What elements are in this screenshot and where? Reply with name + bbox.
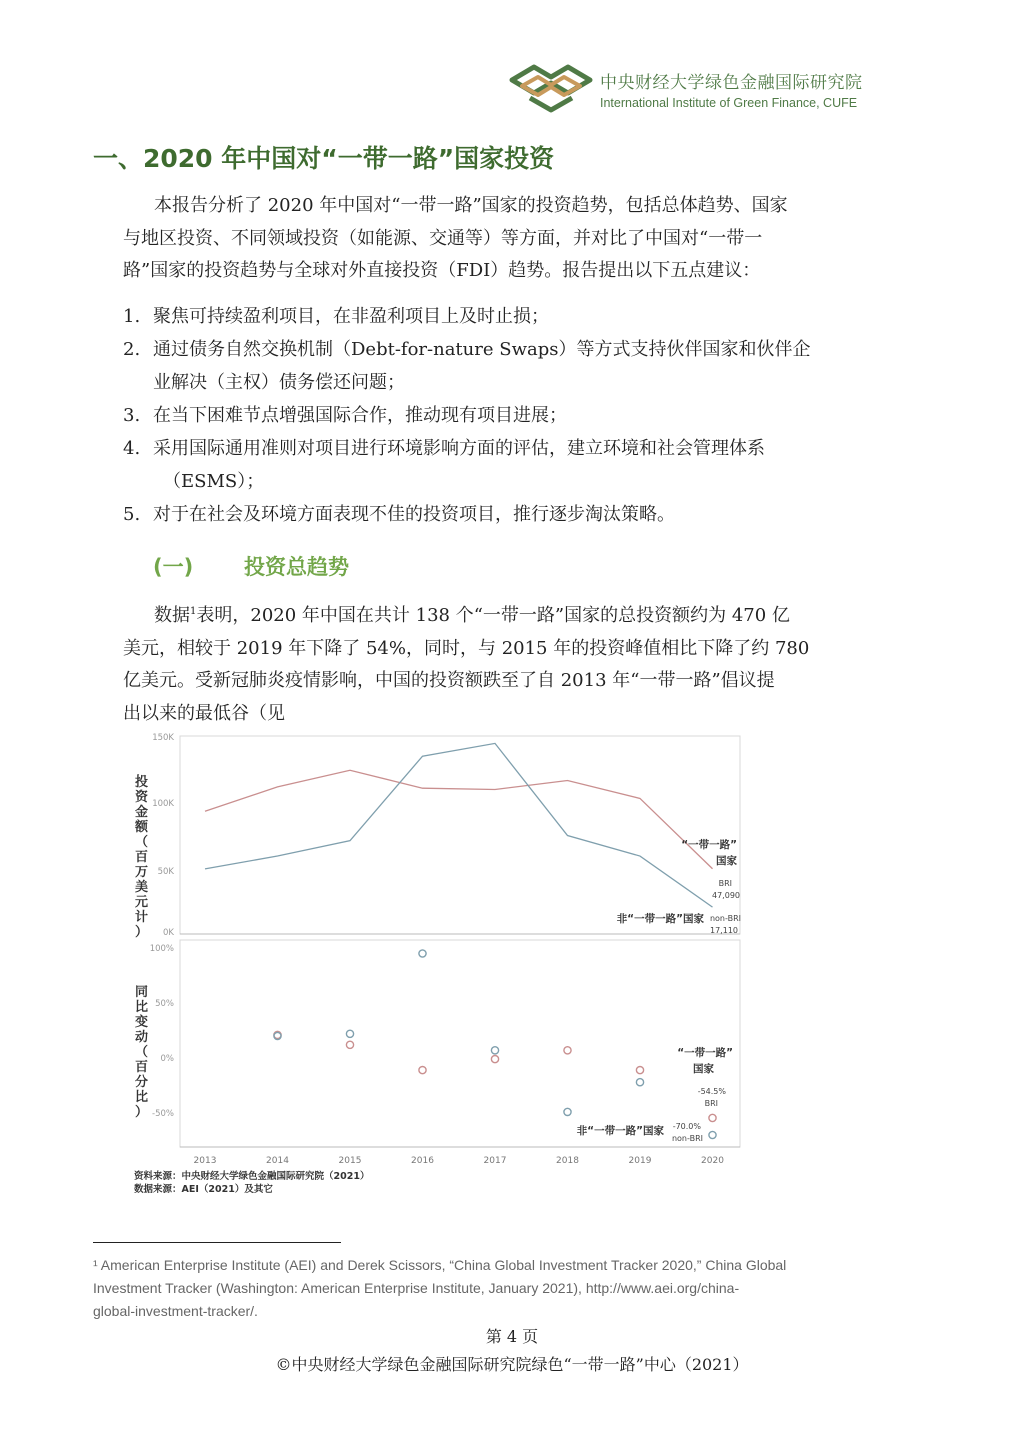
- section-title: 一、2020 年中国对“一带一路”国家投资: [93, 144, 555, 173]
- bri-yoy-label: “一带一路”: [677, 1047, 733, 1059]
- header-org: [600, 68, 863, 110]
- footnote-line: Investment Tracker (Washington: American Enterprise Institute, January 2021), http://www.aei.org/china-: [93, 1280, 740, 1296]
- xtick: 2015: [338, 1156, 362, 1166]
- bri-end-label: “一带一路”: [681, 839, 737, 851]
- page-number: 第 4 页: [485, 1327, 539, 1346]
- recommendation-list: [123, 300, 913, 531]
- nonbri-yoy-value: -70.0%: [672, 1122, 701, 1131]
- xtick: 2014: [266, 1156, 289, 1166]
- nonbri-end-label: 非“一带一路”国家: [616, 913, 704, 925]
- xtick: 2013: [193, 1156, 217, 1166]
- bottom-ytick: -50%: [152, 1109, 174, 1119]
- subsection-number: (一): [153, 555, 194, 579]
- footnote: [93, 1254, 883, 1323]
- investment-trend-chart: [124, 728, 746, 1200]
- bri-tag: BRI: [718, 879, 732, 888]
- top-ytick: 150K: [152, 733, 174, 743]
- trend-paragraph: [123, 596, 903, 730]
- recommendation-text: 业解决（主权）债务偿还问题；: [153, 372, 405, 393]
- intro-line: 本报告分析了 2020 年中国对“一带一路”国家的投资趋势，包括总体趋势、国家: [154, 195, 788, 216]
- institute-logo: [508, 58, 594, 114]
- chart-source-line: 资料来源：中央财经大学绿色金融国际研究院（2021）: [134, 1171, 370, 1182]
- recommendation-text: 通过债务自然交换机制（Debt-for-nature Swaps）等方式支持伙伴国家和伙伴企: [153, 339, 811, 360]
- bri-end-label: 国家: [716, 855, 737, 867]
- bri-yoy-tag: BRI: [704, 1099, 718, 1108]
- bri-yoy-label: 国家: [693, 1063, 714, 1075]
- recommendation-number: 3.: [123, 405, 141, 426]
- trend-line: 出以来的最低谷（见: [123, 702, 285, 724]
- nonbri-tag: non-BRI: [709, 914, 741, 923]
- xtick: 2016: [411, 1156, 434, 1166]
- chart-source-line: 数据来源：AEI（2021）及其它: [134, 1184, 273, 1195]
- bottom-ytick: 0%: [160, 1054, 174, 1064]
- nonbri-yoy-tag: non-BRI: [671, 1134, 703, 1143]
- header-org-cn: 中央财经大学绿色金融国际研究院: [600, 73, 863, 93]
- recommendation-item: [123, 399, 913, 432]
- footnote-divider: [93, 1242, 341, 1243]
- recommendation-item: [123, 498, 913, 531]
- recommendation-number: 1.: [123, 306, 141, 327]
- recommendation-text: 对于在社会及环境方面表现不佳的投资项目，推行逐步淘汰策略。: [153, 504, 675, 525]
- intro-paragraph: [123, 190, 903, 288]
- intro-line: 与地区投资、不同领域投资（如能源、交通等）等方面，并对比了中国对“一带一: [123, 227, 763, 249]
- trend-line: 亿美元。受新冠肺炎疫情影响，中国的投资额跌至了自 2013 年“一带一路”倡议提: [123, 670, 775, 691]
- recommendation-text: 聚焦可持续盈利项目，在非盈利项目上及时止损；: [153, 306, 549, 327]
- top-ytick: 50K: [157, 867, 174, 877]
- trend-line-start: 数据: [154, 605, 190, 626]
- bottom-ytick: 50%: [155, 999, 174, 1009]
- top-ytick: 0K: [163, 928, 174, 938]
- xtick: 2019: [628, 1156, 652, 1166]
- recommendation-item: [123, 432, 913, 498]
- recommendation-text: 采用国际通用准则对项目进行环境影响方面的评估，建立环境和社会管理体系: [153, 438, 765, 459]
- bri-end-value: 47,090: [712, 891, 740, 900]
- recommendation-text: 在当下困难节点增强国际合作，推动现有项目进展；: [153, 405, 567, 426]
- xtick: 2020: [701, 1156, 724, 1166]
- footnote-line: global-investment-tracker/.: [93, 1303, 258, 1319]
- bottom-y-axis-label: 同比变动（百分比）: [135, 985, 149, 1120]
- top-y-axis-label: 投资金额（百万美元计）: [135, 775, 149, 940]
- xtick: 2017: [483, 1156, 507, 1166]
- trend-line-rest: 表明，2020 年中国在共计 138 个“一带一路”国家的总投资额约为 470 亿: [196, 605, 790, 626]
- top-ytick: 100K: [152, 799, 174, 809]
- subsection-title: 投资总趋势: [244, 555, 349, 579]
- bottom-ytick: 100%: [149, 944, 174, 954]
- recommendation-item: [123, 333, 913, 399]
- footnote-line: ¹ American Enterprise Institute (AEI) and Derek Scissors, “China Global Investment Tracker 2020,” China Global: [93, 1257, 787, 1273]
- trend-line: [123, 596, 903, 633]
- trend-line: 美元，相较于 2019 年下降了 54%，同时，与 2015 年的投资峰值相比下降了约 780: [123, 637, 810, 659]
- recommendation-number: 2.: [123, 339, 141, 360]
- recommendation-number: 5.: [123, 504, 141, 525]
- xtick: 2018: [556, 1156, 579, 1166]
- copyright-line: ©中央财经大学绿色金融国际研究院绿色“一带一路”中心（2021）: [275, 1355, 749, 1374]
- bri-yoy-value: -54.5%: [697, 1087, 726, 1096]
- recommendation-number: 4.: [123, 438, 141, 459]
- header-org-en: International Institute of Green Finance, CUFE: [600, 96, 858, 110]
- intro-line: 路”国家的投资趋势与全球对外直接投资（FDI）趋势。报告提出以下五点建议：: [123, 260, 761, 281]
- nonbri-end-value: 17,110: [710, 926, 738, 935]
- recommendation-item: [123, 300, 913, 333]
- recommendation-text: （ESMS）；: [163, 471, 265, 492]
- nonbri-yoy-label: 非“一带一路”国家: [576, 1125, 664, 1137]
- footnote-ref[interactable]: 1: [190, 606, 197, 617]
